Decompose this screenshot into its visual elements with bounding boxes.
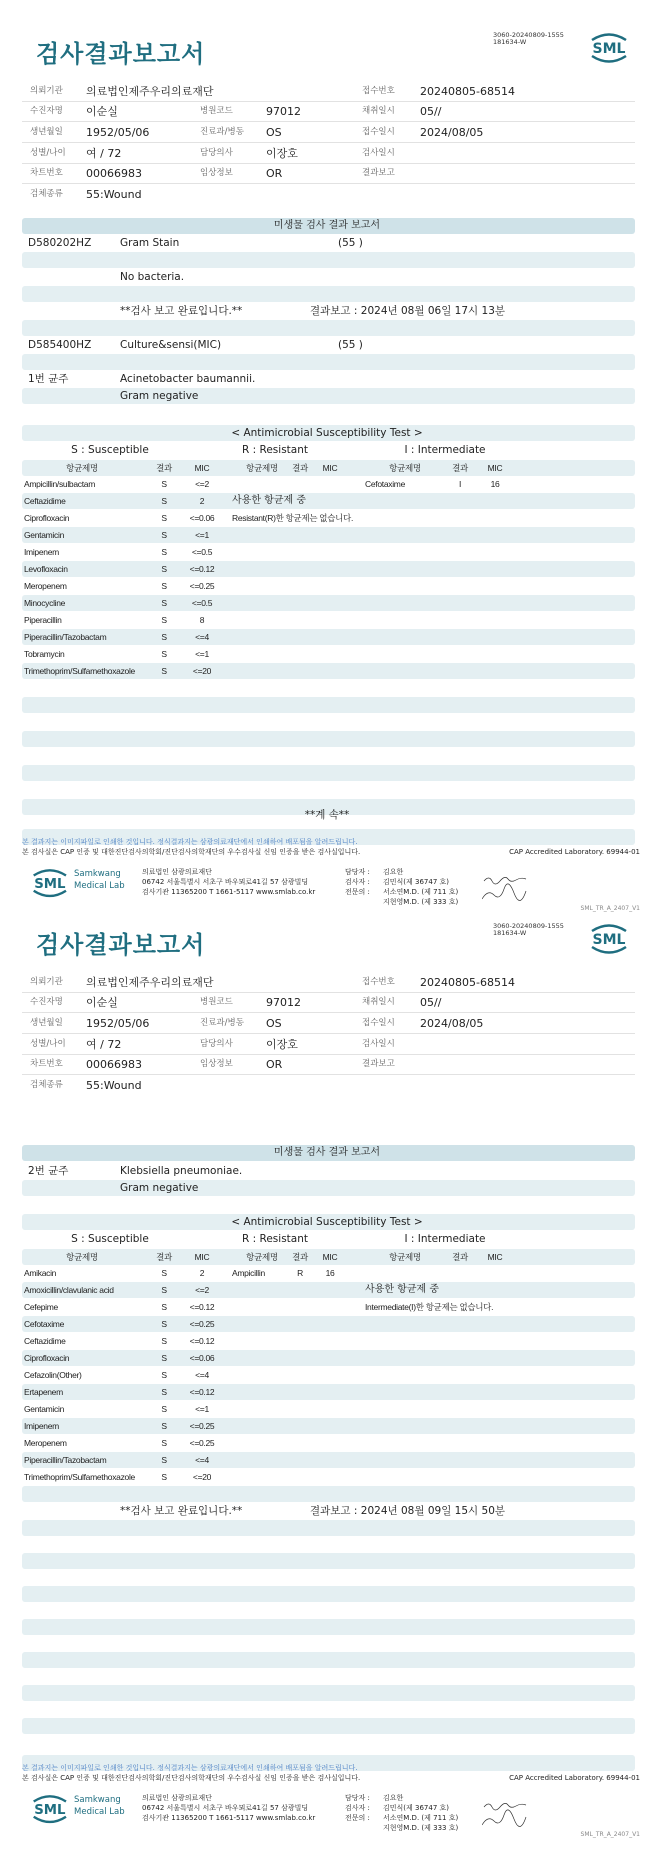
mic-value: <=20 <box>192 666 212 676</box>
notice-image-print: 본 결과지는 이미지파일로 인쇄한 것입니다. 정식결과지는 삼광의료재단에서 인쇄하여 배포됨을 알려드립니다. <box>22 1764 358 1772</box>
field-value: 2024/08/05 <box>420 1017 484 1030</box>
drug-name: Ciprofloxacin <box>24 513 70 523</box>
test-code: D585400HZ <box>28 339 92 351</box>
row-band <box>22 1452 635 1468</box>
result-value: S <box>161 666 167 676</box>
field-value: 20240805-68514 <box>420 976 515 989</box>
document-code-sub: 181634-W <box>493 929 527 937</box>
field-value: OR <box>266 1058 283 1071</box>
field-label: 성별/나이 <box>30 148 66 158</box>
field-value: 00066983 <box>86 1058 142 1071</box>
column-header-drug: 항균제명 <box>66 1252 98 1262</box>
field-value: 97012 <box>266 996 301 1009</box>
row-band <box>22 1553 635 1569</box>
row-band <box>22 527 635 543</box>
result-value: S <box>161 1353 167 1363</box>
document-code: 3060-20240809-1555 <box>493 922 564 930</box>
field-label: 병원코드 <box>200 106 233 116</box>
report-complete: **검사 보고 완료입니다.** <box>120 305 243 317</box>
result-value: I <box>458 479 462 489</box>
legend-susceptible: S : Susceptible <box>71 1233 149 1245</box>
notice-image-print: 본 결과지는 이미지파일로 인쇄한 것입니다. 정식결과지는 삼광의료재단에서 인쇄하여 배포됨을 알려드립니다. <box>22 838 358 846</box>
field-value: 의료법인제주우리의료재단 <box>86 85 214 98</box>
mic-value: <=4 <box>195 1455 209 1465</box>
result-value: S <box>161 564 167 574</box>
mic-value: <=0.25 <box>189 1421 215 1431</box>
result-value: S <box>161 1387 167 1397</box>
row-band <box>22 1685 635 1701</box>
field-value: 1952/05/06 <box>86 126 150 139</box>
field-label: 차트번호 <box>30 168 63 178</box>
gram-result: Gram negative <box>120 390 199 402</box>
result-value: S <box>161 547 167 557</box>
drug-name: Ceftazidime <box>24 1336 66 1346</box>
micro-section-header: 미생물 검사 결과 보고서 <box>273 1147 381 1158</box>
test-result: No bacteria. <box>120 271 185 283</box>
result-value: S <box>161 649 167 659</box>
org-name: 의료법인 삼광의료재단 <box>142 1794 212 1802</box>
field-value: OR <box>266 167 283 180</box>
column-header-result: 결과 <box>452 1252 468 1262</box>
column-header-drug: 항균제명 <box>66 463 98 473</box>
specimen-code: (55 ) <box>338 237 363 249</box>
drug-name: Imipenem <box>24 1421 59 1431</box>
field-label: 임상정보 <box>200 168 233 178</box>
result-value: S <box>161 598 167 608</box>
field-label: 검체종류 <box>30 189 63 199</box>
field-value: 여 / 72 <box>86 147 122 160</box>
mic-value: <=0.5 <box>191 547 213 557</box>
field-value: 05// <box>420 996 442 1009</box>
svg-text:SML: SML <box>34 1802 66 1818</box>
mic-value: 16 <box>325 1268 335 1278</box>
result-value: S <box>161 1438 167 1448</box>
divider <box>22 1074 635 1075</box>
drug-name: Trimethoprim/Sulfamethoxazole <box>24 1472 135 1482</box>
document-code-sub: 181634-W <box>493 38 527 46</box>
result-value: S <box>161 1370 167 1380</box>
column-header-drug: 항균제명 <box>389 1252 421 1262</box>
field-label: 담당의사 <box>200 1039 233 1049</box>
drug-name: Tobramycin <box>24 649 65 659</box>
column-header-mic: MIC <box>487 463 503 473</box>
mic-value: <=0.5 <box>191 598 213 608</box>
drug-name: Cefepime <box>24 1302 58 1312</box>
field-value: 55:Wound <box>86 188 142 201</box>
org-contact: 검사기관 11365200 T 1661-5117 www.smlab.co.kr <box>142 1814 316 1822</box>
mic-value: <=4 <box>195 1370 209 1380</box>
row-band <box>22 1652 635 1668</box>
legend-intermediate: I : Intermediate <box>404 444 486 456</box>
result-value: S <box>161 1319 167 1329</box>
drug-name: Amikacin <box>24 1268 57 1278</box>
field-label: 의뢰기관 <box>30 86 63 96</box>
row-band <box>22 765 635 781</box>
field-value: OS <box>266 1017 282 1030</box>
staff-name: 서소연M.D. (제 711 호) <box>383 1814 459 1822</box>
field-label: 생년월일 <box>30 1018 63 1028</box>
organism-name: Klebsiella pneumoniae. <box>120 1165 243 1177</box>
staff-name: 지현영M.D. (제 333 호) <box>383 898 459 906</box>
mic-value: <=2 <box>195 479 209 489</box>
column-header-result: 결과 <box>292 1252 308 1262</box>
row-band <box>22 731 635 747</box>
result-value: S <box>161 615 167 625</box>
drug-name: Cefazolin(Other) <box>24 1370 82 1380</box>
field-value: 20240805-68514 <box>420 85 515 98</box>
report-time: 결과보고 : 2024년 08월 06일 17시 13분 <box>310 305 506 317</box>
row-band <box>22 320 635 336</box>
column-header-result: 결과 <box>452 463 468 473</box>
mic-value: 8 <box>199 615 205 625</box>
field-value: 97012 <box>266 105 301 118</box>
legend-intermediate: I : Intermediate <box>404 1233 486 1245</box>
logo-name: Medical Lab <box>74 1807 125 1817</box>
organism-name: Acinetobacter baumannii. <box>120 373 256 385</box>
note-text: Intermediate(I)한 항균제는 없습니다. <box>365 1302 494 1312</box>
mic-value: 2 <box>199 496 205 506</box>
mic-value: <=0.25 <box>189 581 215 591</box>
row-band <box>22 286 635 302</box>
divider <box>22 121 635 122</box>
mic-value: <=0.06 <box>189 1353 215 1363</box>
drug-name: Minocycline <box>24 598 66 608</box>
drug-name: Meropenem <box>24 1438 67 1448</box>
drug-name: Piperacillin/Tazobactam <box>24 1455 107 1465</box>
field-label: 수진자명 <box>30 106 63 116</box>
field-label: 채취일시 <box>362 106 395 116</box>
cap-accreditation: CAP Accredited Laboratory. 69944-01 <box>509 1774 640 1782</box>
drug-name: Amoxicillin/clavulanic acid <box>24 1285 114 1295</box>
row-band <box>22 1350 635 1366</box>
field-value: 이순실 <box>86 105 118 118</box>
note-text: 사용한 항균제 중 <box>365 1284 439 1295</box>
column-header-result: 결과 <box>156 463 172 473</box>
column-header-mic: MIC <box>322 463 338 473</box>
mic-value: <=1 <box>195 649 209 659</box>
divider <box>22 183 635 184</box>
result-value: S <box>161 581 167 591</box>
drug-name: Cefotaxime <box>365 479 405 489</box>
row-band <box>22 629 635 645</box>
staff-name: 김요한 <box>383 1794 404 1802</box>
result-value: S <box>161 1472 167 1482</box>
field-label: 접수일시 <box>362 1018 395 1028</box>
report-page-1 <box>0 0 655 912</box>
field-label: 차트번호 <box>30 1059 63 1069</box>
row-band <box>22 493 635 509</box>
column-header-mic: MIC <box>322 1252 338 1262</box>
cap-accreditation: CAP Accredited Laboratory. 69944-01 <box>509 848 640 856</box>
org-address: 06742 서울특별시 서초구 바우뫼로41길 57 삼광빌딩 <box>142 1804 309 1812</box>
drug-name: Piperacillin/Tazobactam <box>24 632 107 642</box>
row-band <box>22 354 635 370</box>
field-label: 결과보고 <box>362 1059 395 1069</box>
field-label: 검사일시 <box>362 1039 395 1049</box>
mic-value: 16 <box>490 479 500 489</box>
column-header-result: 결과 <box>292 463 308 473</box>
notice-cap-accreditation: 본 검사실은 CAP 인증 및 대한진단검사의학회/진단검사의학재단의 우수검사실 신임 인증을 받은 검사실입니다. <box>22 1774 361 1782</box>
legend-resistant: R : Resistant <box>242 444 308 456</box>
field-label: 생년월일 <box>30 127 63 137</box>
mic-value: <=4 <box>195 632 209 642</box>
row-band <box>22 1418 635 1434</box>
row-band <box>22 697 635 713</box>
result-value: S <box>161 496 167 506</box>
form-code: SML_TR_A_2407_V1 <box>580 905 640 912</box>
staff-name: 지현영M.D. (제 333 호) <box>383 1824 459 1832</box>
mic-value: <=20 <box>192 1472 212 1482</box>
test-code: D580202HZ <box>28 237 92 249</box>
column-header-drug: 항균제명 <box>246 463 278 473</box>
micro-section-header: 미생물 검사 결과 보고서 <box>273 220 381 231</box>
logo-name: Medical Lab <box>74 881 125 891</box>
field-value: 이순실 <box>86 996 118 1009</box>
drug-name: Trimethoprim/Sulfamethoxazole <box>24 666 135 676</box>
divider <box>22 163 635 164</box>
field-value: 여 / 72 <box>86 1038 122 1051</box>
mic-value: 2 <box>199 1268 205 1278</box>
field-value: 이장호 <box>266 147 298 160</box>
staff-name: 서소연M.D. (제 711 호) <box>383 888 459 896</box>
page-title: 검사결과보고서 <box>36 40 206 68</box>
drug-name: Ertapenem <box>24 1387 63 1397</box>
isolate-label: 2번 균주 <box>28 1165 69 1177</box>
staff-label: 검사자 : <box>345 1804 370 1812</box>
ast-title: < Antimicrobial Susceptibility Test > <box>231 1216 423 1228</box>
column-header-mic: MIC <box>487 1252 503 1262</box>
sml-logo <box>586 31 632 65</box>
field-value: OS <box>266 126 282 139</box>
staff-label: 검사자 : <box>345 878 370 886</box>
field-value: 의료법인제주우리의료재단 <box>86 976 214 989</box>
specimen-code: (55 ) <box>338 339 363 351</box>
isolate-label: 1번 균주 <box>28 373 69 385</box>
drug-name: Gentamicin <box>24 1404 64 1414</box>
row-band <box>22 595 635 611</box>
row-band <box>22 1520 635 1536</box>
test-name: Gram Stain <box>120 237 180 249</box>
mic-value: <=1 <box>195 1404 209 1414</box>
drug-name: Cefotaxime <box>24 1319 64 1329</box>
mic-value: <=0.12 <box>189 1387 215 1397</box>
divider <box>22 992 635 993</box>
staff-name: 김민식(제 36747 호) <box>383 878 449 886</box>
divider <box>22 101 635 102</box>
drug-name: Piperacillin <box>24 615 62 625</box>
drug-name: Ceftazidime <box>24 496 66 506</box>
staff-label: 전문의 : <box>345 888 370 896</box>
org-contact: 검사기관 11365200 T 1661-5117 www.smlab.co.kr <box>142 888 316 896</box>
mic-value: <=0.12 <box>189 564 215 574</box>
field-label: 검사일시 <box>362 148 395 158</box>
field-value: 2024/08/05 <box>420 126 484 139</box>
svg-text:SML: SML <box>34 876 66 892</box>
row-band <box>22 1384 635 1400</box>
divider <box>22 1012 635 1013</box>
divider <box>22 1054 635 1055</box>
field-label: 임상정보 <box>200 1059 233 1069</box>
legend-susceptible: S : Susceptible <box>71 444 149 456</box>
result-value: S <box>161 632 167 642</box>
svg-text:SML: SML <box>592 41 626 57</box>
row-band <box>22 1586 635 1602</box>
notice-cap-accreditation: 본 검사실은 CAP 인증 및 대한진단검사의학회/진단검사의학재단의 우수검사실 신임 인증을 받은 검사실입니다. <box>22 848 361 856</box>
field-label: 접수번호 <box>362 977 395 987</box>
row-band <box>22 1180 635 1196</box>
drug-name: Levofloxacin <box>24 564 68 574</box>
drug-name: Ampicillin/sulbactam <box>24 479 95 489</box>
column-header-mic: MIC <box>194 1252 210 1262</box>
field-label: 진료과/병동 <box>200 1018 244 1028</box>
report-complete: **검사 보고 완료입니다.** <box>120 1505 243 1517</box>
result-value: S <box>161 1302 167 1312</box>
sml-logo <box>586 922 632 956</box>
drug-name: Ampicillin <box>232 1268 265 1278</box>
note-text: Resistant(R)한 항균제는 없습니다. <box>232 513 354 523</box>
field-label: 접수일시 <box>362 127 395 137</box>
column-header-result: 결과 <box>156 1252 172 1262</box>
result-value: S <box>161 513 167 523</box>
mic-value: <=1 <box>195 530 209 540</box>
mic-value: <=0.12 <box>189 1336 215 1346</box>
mic-value: <=0.12 <box>189 1302 215 1312</box>
row-band <box>22 1718 635 1734</box>
drug-name: Meropenem <box>24 581 67 591</box>
result-value: S <box>161 1268 167 1278</box>
result-value: S <box>161 1336 167 1346</box>
staff-name: 김요한 <box>383 868 404 876</box>
field-label: 병원코드 <box>200 997 233 1007</box>
column-header-mic: MIC <box>194 463 210 473</box>
result-value: S <box>161 1421 167 1431</box>
report-time: 결과보고 : 2024년 08월 09일 15시 50분 <box>310 1505 506 1517</box>
field-label: 의뢰기관 <box>30 977 63 987</box>
divider <box>22 1033 635 1034</box>
report-page-2 <box>0 891 655 1850</box>
test-name: Culture&sensi(MIC) <box>120 339 222 351</box>
logo-name: Samkwang <box>74 1795 121 1805</box>
mic-value: <=2 <box>195 1285 209 1295</box>
result-value: S <box>161 1285 167 1295</box>
mic-value: <=0.25 <box>189 1438 215 1448</box>
result-value: S <box>161 1404 167 1414</box>
field-value: 00066983 <box>86 167 142 180</box>
gram-result: Gram negative <box>120 1182 199 1194</box>
row-band <box>22 1619 635 1635</box>
field-label: 검체종류 <box>30 1080 63 1090</box>
result-value: S <box>161 479 167 489</box>
drug-name: Imipenem <box>24 547 59 557</box>
note-text: 사용한 항균제 중 <box>232 495 306 506</box>
row-band <box>22 1316 635 1332</box>
form-code: SML_TR_A_2407_V1 <box>580 1831 640 1838</box>
field-value: 1952/05/06 <box>86 1017 150 1030</box>
logo-name: Samkwang <box>74 869 121 879</box>
row-band <box>22 388 635 404</box>
drug-name: Ciprofloxacin <box>24 1353 70 1363</box>
divider <box>22 142 635 143</box>
field-value: 이장호 <box>266 1038 298 1051</box>
row-band <box>22 1486 635 1502</box>
staff-label: 담당자 : <box>345 868 370 876</box>
field-label: 수진자명 <box>30 997 63 1007</box>
mic-value: <=0.06 <box>189 513 215 523</box>
result-value: S <box>161 530 167 540</box>
result-value: S <box>161 1455 167 1465</box>
field-label: 접수번호 <box>362 86 395 96</box>
drug-name: Gentamicin <box>24 530 64 540</box>
field-label: 담당의사 <box>200 148 233 158</box>
field-label: 채취일시 <box>362 997 395 1007</box>
field-label: 진료과/병동 <box>200 127 244 137</box>
staff-label: 전문의 : <box>345 1814 370 1822</box>
svg-text:SML: SML <box>592 932 626 948</box>
row-band <box>22 561 635 577</box>
signature-image <box>482 1799 532 1833</box>
field-value: 05// <box>420 105 442 118</box>
staff-label: 담당자 : <box>345 1794 370 1802</box>
column-header-drug: 항균제명 <box>389 463 421 473</box>
staff-name: 김민식(제 36747 호) <box>383 1804 449 1812</box>
page-title: 검사결과보고서 <box>36 931 206 959</box>
footer-sml-logo <box>28 1793 72 1825</box>
result-value: R <box>297 1268 303 1278</box>
field-label: 결과보고 <box>362 168 395 178</box>
ast-title: < Antimicrobial Susceptibility Test > <box>231 427 423 439</box>
org-address: 06742 서울특별시 서초구 바우뫼로41길 57 삼광빌딩 <box>142 878 309 886</box>
row-band <box>22 252 635 268</box>
document-code: 3060-20240809-1555 <box>493 31 564 39</box>
continued-marker: **계 속** <box>304 809 350 821</box>
org-name: 의료법인 삼광의료재단 <box>142 868 212 876</box>
column-header-drug: 항균제명 <box>246 1252 278 1262</box>
field-label: 성별/나이 <box>30 1039 66 1049</box>
mic-value: <=0.25 <box>189 1319 215 1329</box>
field-value: 55:Wound <box>86 1079 142 1092</box>
legend-resistant: R : Resistant <box>242 1233 308 1245</box>
